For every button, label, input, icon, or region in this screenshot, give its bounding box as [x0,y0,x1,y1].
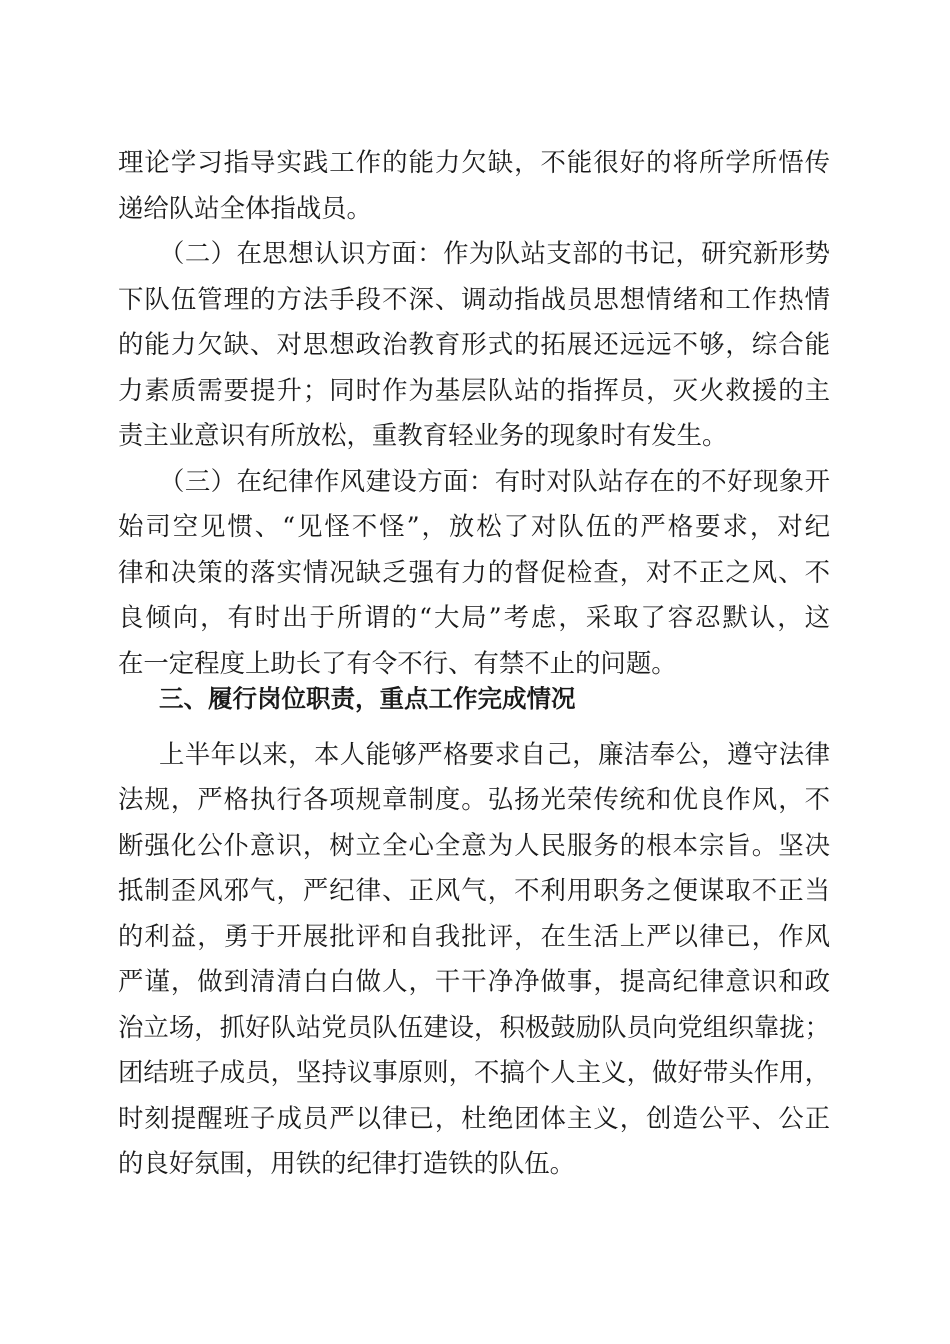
paragraph-line: （三）在纪律作风建设方面：有时对队站存在的不好现象开 [159,466,830,496]
paragraph-line: （二）在思想认识方面：作为队站支部的书记，研究新形势 [159,238,830,268]
paragraph-line: 时刻提醒班子成员严以律已，杜绝团体主义，创造公平、公正 [118,1103,830,1133]
paragraph-line: 断强化公仆意识，树立全心全意为人民服务的根本宗旨。坚决 [118,830,830,860]
paragraph-line: 责主业意识有所放松，重教育轻业务的现象时有发生。 [118,420,728,450]
paragraph-line: 的能力欠缺、对思想政治教育形式的拓展还远远不够，综合能 [118,329,830,359]
paragraph-line: 递给队站全体指战员。 [118,193,372,223]
paragraph-line: 力素质需要提升；同时作为基层队站的指挥员，灭火救援的主 [118,375,830,405]
paragraph-line: 理论学习指导实践工作的能力欠缺，不能很好的将所学所悟传 [118,147,830,177]
paragraph-line: 的良好氛围，用铁的纪律打造铁的队伍。 [118,1148,576,1178]
paragraph-line: 良倾向，有时出于所谓的“大局”考虑，采取了容忍默认，这 [118,602,830,632]
section-heading: 三、履行岗位职责，重点工作完成情况 [159,684,576,713]
paragraph-line: 治立场，抓好队站党员队伍建设，积极鼓励队员向党组织靠拢； [118,1012,830,1042]
paragraph-line: 团结班子成员，坚持议事原则，不搞个人主义，做好带头作用， [118,1057,830,1087]
paragraph-line: 始司空见惯、“见怪不怪”，放松了对队伍的严格要求，对纪 [118,511,830,541]
paragraph-line: 律和决策的落实情况缺乏强有力的督促检查，对不正之风、不 [118,557,830,587]
paragraph-line: 的利益，勇于开展批评和自我批评，在生活上严以律已，作风 [118,921,830,951]
paragraph-line: 上半年以来，本人能够严格要求自己，廉洁奉公，遵守法律 [159,739,830,769]
paragraph-line: 下队伍管理的方法手段不深、调动指战员思想情绪和工作热情 [118,284,830,314]
paragraph-line: 抵制歪风邪气，严纪律、正风气，不利用职务之便谋取不正当 [118,875,830,905]
paragraph-line: 严谨，做到清清白白做人，干干净净做事，提高纪律意识和政 [118,966,830,996]
paragraph-line: 法规，严格执行各项规章制度。弘扬光荣传统和优良作风，不 [118,784,830,814]
paragraph-line: 在一定程度上助长了有令不行、有禁不止的问题。 [118,648,677,678]
